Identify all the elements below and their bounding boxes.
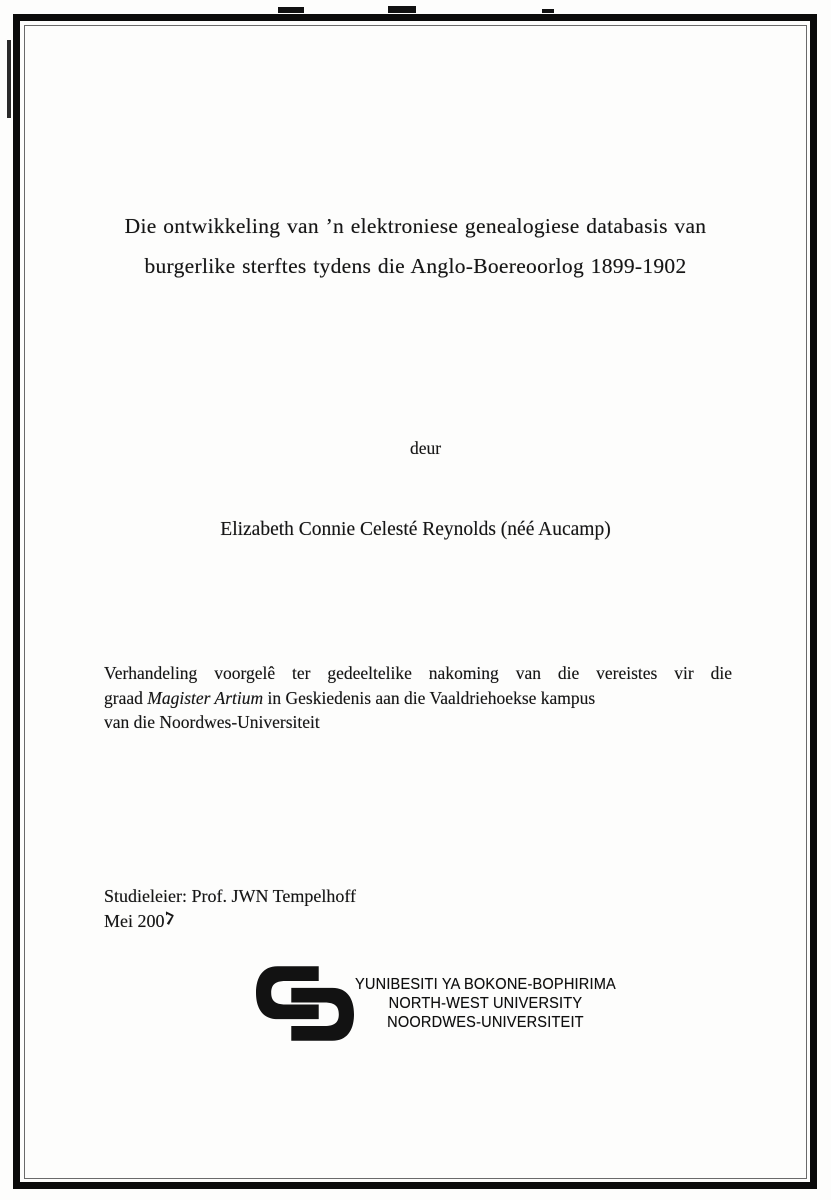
logo-line-setswana: YUNIBESITI YA BOKONE-BOPHIRIMA <box>355 976 616 993</box>
date-prefix: Mei 200 <box>104 911 165 931</box>
scan-artifact <box>278 7 304 13</box>
university-logo <box>256 966 633 1041</box>
thesis-title-line-2: burgerlike sterftes tydens die Anglo-Boereoorlog 1899-1902 <box>144 254 687 278</box>
author-name: Elizabeth Connie Celesté Reynolds (néé Aucamp) <box>220 519 611 540</box>
thesis-title-line-1: Die ontwikkeling van ’n elektroniese genealogiese databasis van <box>124 214 707 238</box>
university-logo-text <box>355 975 616 1032</box>
submission-line-2-suffix: in Geskiedenis aan die Vaaldriehoekse kampus <box>263 687 596 708</box>
logo-line-english: NORTH-WEST UNIVERSITY <box>388 995 583 1012</box>
scan-artifact <box>542 9 554 13</box>
scan-artifact <box>7 40 11 118</box>
submission-line-3: van die Noordwes-Universiteit <box>104 712 320 732</box>
supervisor-line: Studieleier: Prof. JWN Tempelhoff <box>104 886 357 906</box>
logo-line-afrikaans: NOORDWES-UNIVERSITEIT <box>387 1014 584 1031</box>
scan-artifact <box>388 6 416 13</box>
byline: deur <box>409 438 442 458</box>
submission-line-1: Verhandeling voorgelê ter gedeeltelike nakoming van die vereistes vir die <box>104 663 732 683</box>
date-last-digit: 7 <box>164 906 174 932</box>
submission-line-2 <box>104 686 732 711</box>
nwu-chainlink-logo-icon <box>256 966 354 1041</box>
degree-name: Magister Artium <box>147 687 264 708</box>
submission-statement <box>104 661 732 735</box>
submission-line-2-prefix: graad <box>104 687 148 708</box>
date-line <box>104 906 704 932</box>
